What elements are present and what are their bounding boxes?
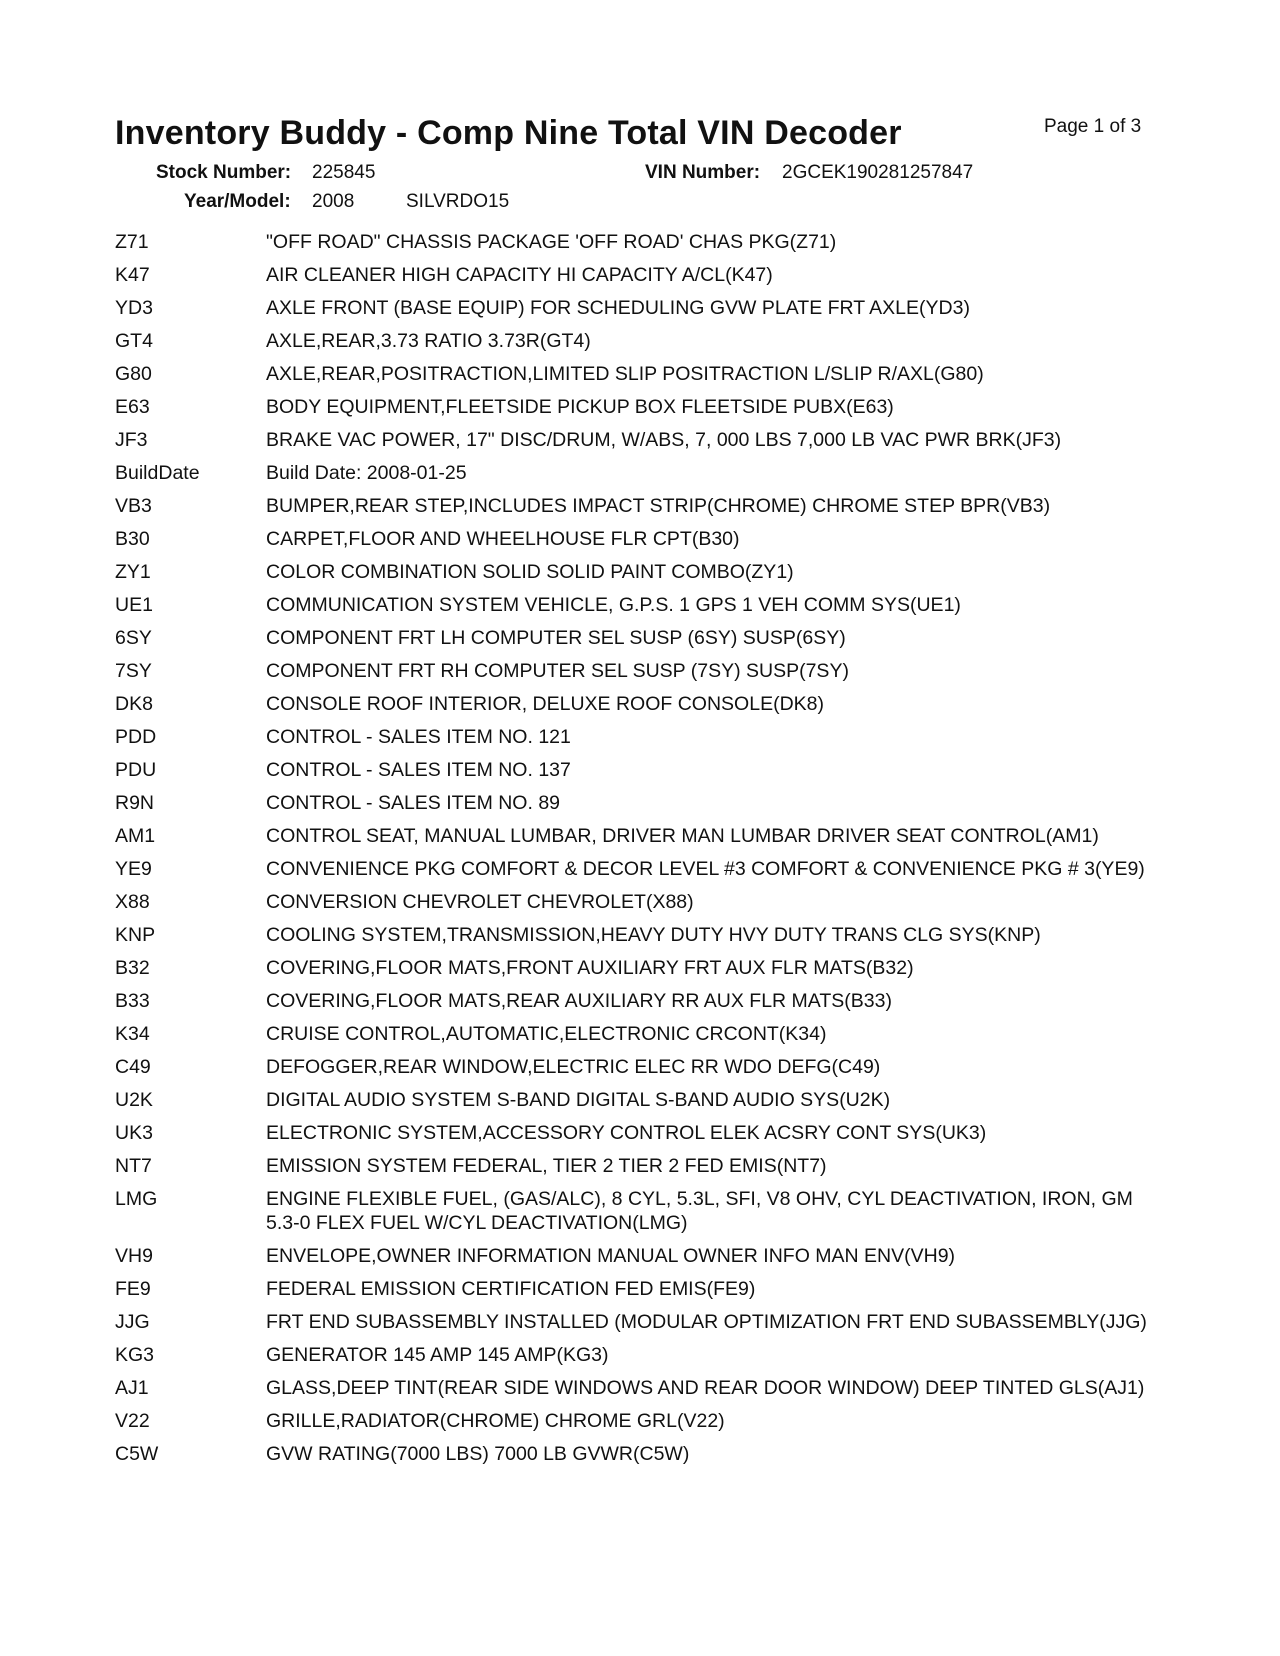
option-row [115, 1343, 1170, 1367]
option-code: KNP [115, 924, 156, 946]
option-row [115, 956, 1170, 980]
option-row [115, 1187, 1170, 1235]
option-code: DK8 [115, 693, 153, 715]
stock-number-label: Stock Number: [156, 162, 292, 183]
option-description: GRILLE,RADIATOR(CHROME) CHROME GRL(V22) [266, 1410, 725, 1432]
option-row [115, 461, 1170, 485]
option-row [115, 1442, 1170, 1466]
option-code: UE1 [115, 594, 153, 616]
option-row [115, 692, 1170, 716]
option-code: Z71 [115, 231, 149, 253]
option-code: R9N [115, 792, 155, 814]
option-code: 7SY [115, 660, 152, 682]
option-code: VH9 [115, 1245, 153, 1267]
option-description: CONVENIENCE PKG COMFORT & DECOR LEVEL #3 COMFORT & CONVENIENCE PKG # 3(YE9) [266, 858, 1145, 880]
year-model-label: Year/Model: [184, 191, 291, 212]
option-description: GVW RATING(7000 LBS) 7000 LB GVWR(C5W) [266, 1443, 690, 1465]
model-value: SILVRDO15 [406, 191, 510, 212]
option-description: COVERING,FLOOR MATS,REAR AUXILIARY RR AUX FLR MATS(B33) [266, 990, 892, 1012]
option-code: C49 [115, 1056, 151, 1078]
option-row [115, 329, 1170, 353]
option-code: B32 [115, 957, 150, 979]
option-row [115, 494, 1170, 518]
option-row [115, 725, 1170, 749]
option-description: CONTROL - SALES ITEM NO. 121 [266, 726, 571, 748]
option-description: BUMPER,REAR STEP,INCLUDES IMPACT STRIP(CHROME) CHROME STEP BPR(VB3) [266, 495, 1051, 517]
option-row [115, 626, 1170, 650]
option-row [115, 758, 1170, 782]
option-code: KG3 [115, 1344, 155, 1366]
option-code: V22 [115, 1410, 150, 1432]
option-row [115, 1277, 1170, 1301]
option-row [115, 824, 1170, 848]
option-description: GLASS,DEEP TINT(REAR SIDE WINDOWS AND REAR DOOR WINDOW) DEEP TINTED GLS(AJ1) [266, 1377, 1145, 1399]
year-value: 2008 [312, 191, 355, 212]
option-description: CONVERSION CHEVROLET CHEVROLET(X88) [266, 891, 694, 913]
option-description: CONTROL - SALES ITEM NO. 89 [266, 792, 561, 814]
option-code: PDU [115, 759, 157, 781]
option-code: U2K [115, 1089, 153, 1111]
option-row [115, 1121, 1170, 1145]
option-description: GENERATOR 145 AMP 145 AMP(KG3) [266, 1344, 609, 1366]
option-row [115, 593, 1170, 617]
option-row [115, 1310, 1170, 1334]
option-description: ENVELOPE,OWNER INFORMATION MANUAL OWNER INFO MAN ENV(VH9) [266, 1245, 956, 1267]
option-row [115, 1244, 1170, 1268]
option-description: AIR CLEANER HIGH CAPACITY HI CAPACITY A/CL(K47) [266, 264, 773, 286]
option-row [115, 527, 1170, 551]
option-code: YD3 [115, 297, 153, 319]
option-code: 6SY [115, 627, 152, 649]
option-code: PDD [115, 726, 157, 748]
option-row [115, 923, 1170, 947]
option-row [115, 296, 1170, 320]
option-row [115, 560, 1170, 584]
option-code: ZY1 [115, 561, 151, 583]
option-code: AJ1 [115, 1377, 149, 1399]
option-description: COMMUNICATION SYSTEM VEHICLE, G.P.S. 1 GPS 1 VEH COMM SYS(UE1) [266, 594, 961, 616]
vin-number-label: VIN Number: [645, 162, 761, 183]
option-row [115, 989, 1170, 1013]
option-code-list [115, 230, 1170, 1475]
option-code: VB3 [115, 495, 152, 517]
option-row [115, 362, 1170, 386]
option-row [115, 1409, 1170, 1433]
option-description: ELECTRONIC SYSTEM,ACCESSORY CONTROL ELEK ACSRY CONT SYS(UK3) [266, 1122, 987, 1144]
option-row [115, 263, 1170, 287]
option-row [115, 890, 1170, 914]
option-description: COVERING,FLOOR MATS,FRONT AUXILIARY FRT AUX FLR MATS(B32) [266, 957, 914, 979]
option-description: COMPONENT FRT RH COMPUTER SEL SUSP (7SY) SUSP(7SY) [266, 660, 849, 682]
option-row [115, 1088, 1170, 1112]
option-code: JJG [115, 1311, 150, 1333]
option-description: CONTROL - SALES ITEM NO. 137 [266, 759, 571, 781]
option-description: COMPONENT FRT LH COMPUTER SEL SUSP (6SY) SUSP(6SY) [266, 627, 846, 649]
option-code: B33 [115, 990, 150, 1012]
option-row [115, 659, 1170, 683]
option-code: AM1 [115, 825, 156, 847]
option-code: JF3 [115, 429, 148, 451]
option-code: GT4 [115, 330, 153, 352]
option-code: NT7 [115, 1155, 152, 1177]
option-description: CONTROL SEAT, MANUAL LUMBAR, DRIVER MAN LUMBAR DRIVER SEAT CONTROL(AM1) [266, 825, 1099, 847]
option-code: K47 [115, 264, 150, 286]
option-code: FE9 [115, 1278, 151, 1300]
option-row [115, 857, 1170, 881]
option-code: LMG [115, 1188, 158, 1210]
option-row [115, 1154, 1170, 1178]
option-row [115, 1376, 1170, 1400]
option-code: BuildDate [115, 462, 200, 484]
option-description: DEFOGGER,REAR WINDOW,ELECTRIC ELEC RR WDO DEFG(C49) [266, 1056, 881, 1078]
option-description: FEDERAL EMISSION CERTIFICATION FED EMIS(FE9) [266, 1278, 756, 1300]
option-description: BODY EQUIPMENT,FLEETSIDE PICKUP BOX FLEETSIDE PUBX(E63) [266, 396, 894, 418]
option-description: BRAKE VAC POWER, 17" DISC/DRUM, W/ABS, 7, 000 LBS 7,000 LB VAC PWR BRK(JF3) [266, 429, 1062, 451]
option-row [115, 791, 1170, 815]
option-description: AXLE FRONT (BASE EQUIP) FOR SCHEDULING GVW PLATE FRT AXLE(YD3) [266, 297, 970, 319]
option-code: UK3 [115, 1122, 153, 1144]
option-row [115, 1022, 1170, 1046]
option-code: YE9 [115, 858, 152, 880]
option-description: AXLE,REAR,3.73 RATIO 3.73R(GT4) [266, 330, 591, 352]
option-description: CONSOLE ROOF INTERIOR, DELUXE ROOF CONSOLE(DK8) [266, 693, 824, 715]
option-description: CRUISE CONTROL,AUTOMATIC,ELECTRONIC CRCONT(K34) [266, 1023, 827, 1045]
option-description: COLOR COMBINATION SOLID SOLID PAINT COMBO(ZY1) [266, 561, 794, 583]
option-row [115, 230, 1170, 254]
option-description: AXLE,REAR,POSITRACTION,LIMITED SLIP POSITRACTION L/SLIP R/AXL(G80) [266, 363, 984, 385]
option-row [115, 1055, 1170, 1079]
option-code: K34 [115, 1023, 150, 1045]
option-code: X88 [115, 891, 150, 913]
option-description: "OFF ROAD" CHASSIS PACKAGE 'OFF ROAD' CHAS PKG(Z71) [266, 231, 837, 253]
option-row [115, 395, 1170, 419]
option-code: E63 [115, 396, 150, 418]
option-code: C5W [115, 1443, 159, 1465]
option-description: COOLING SYSTEM,TRANSMISSION,HEAVY DUTY HVY DUTY TRANS CLG SYS(KNP) [266, 924, 1041, 946]
page-title: Inventory Buddy - Comp Nine Total VIN Decoder [115, 114, 902, 152]
option-row [115, 428, 1170, 452]
option-description: DIGITAL AUDIO SYSTEM S-BAND DIGITAL S-BAND AUDIO SYS(U2K) [266, 1089, 891, 1111]
option-description: CARPET,FLOOR AND WHEELHOUSE FLR CPT(B30) [266, 528, 740, 550]
stock-number-value: 225845 [312, 162, 376, 183]
option-description: FRT END SUBASSEMBLY INSTALLED (MODULAR OPTIMIZATION FRT END SUBASSEMBLY(JJG) [266, 1311, 1147, 1333]
vin-number-value: 2GCEK190281257847 [782, 162, 974, 183]
option-code: B30 [115, 528, 150, 550]
page-indicator: Page 1 of 3 [1044, 116, 1142, 137]
option-description: ENGINE FLEXIBLE FUEL, (GAS/ALC), 8 CYL, 5.3L, SFI, V8 OHV, CYL DEACTIVATION, IRON, GM 5.3-0 FLEX FUEL W/CYL DEACTIVATION(LMG) [266, 1188, 1133, 1234]
option-description: Build Date: 2008-01-25 [266, 462, 467, 484]
option-description: EMISSION SYSTEM FEDERAL, TIER 2 TIER 2 FED EMIS(NT7) [266, 1155, 827, 1177]
option-code: G80 [115, 363, 152, 385]
